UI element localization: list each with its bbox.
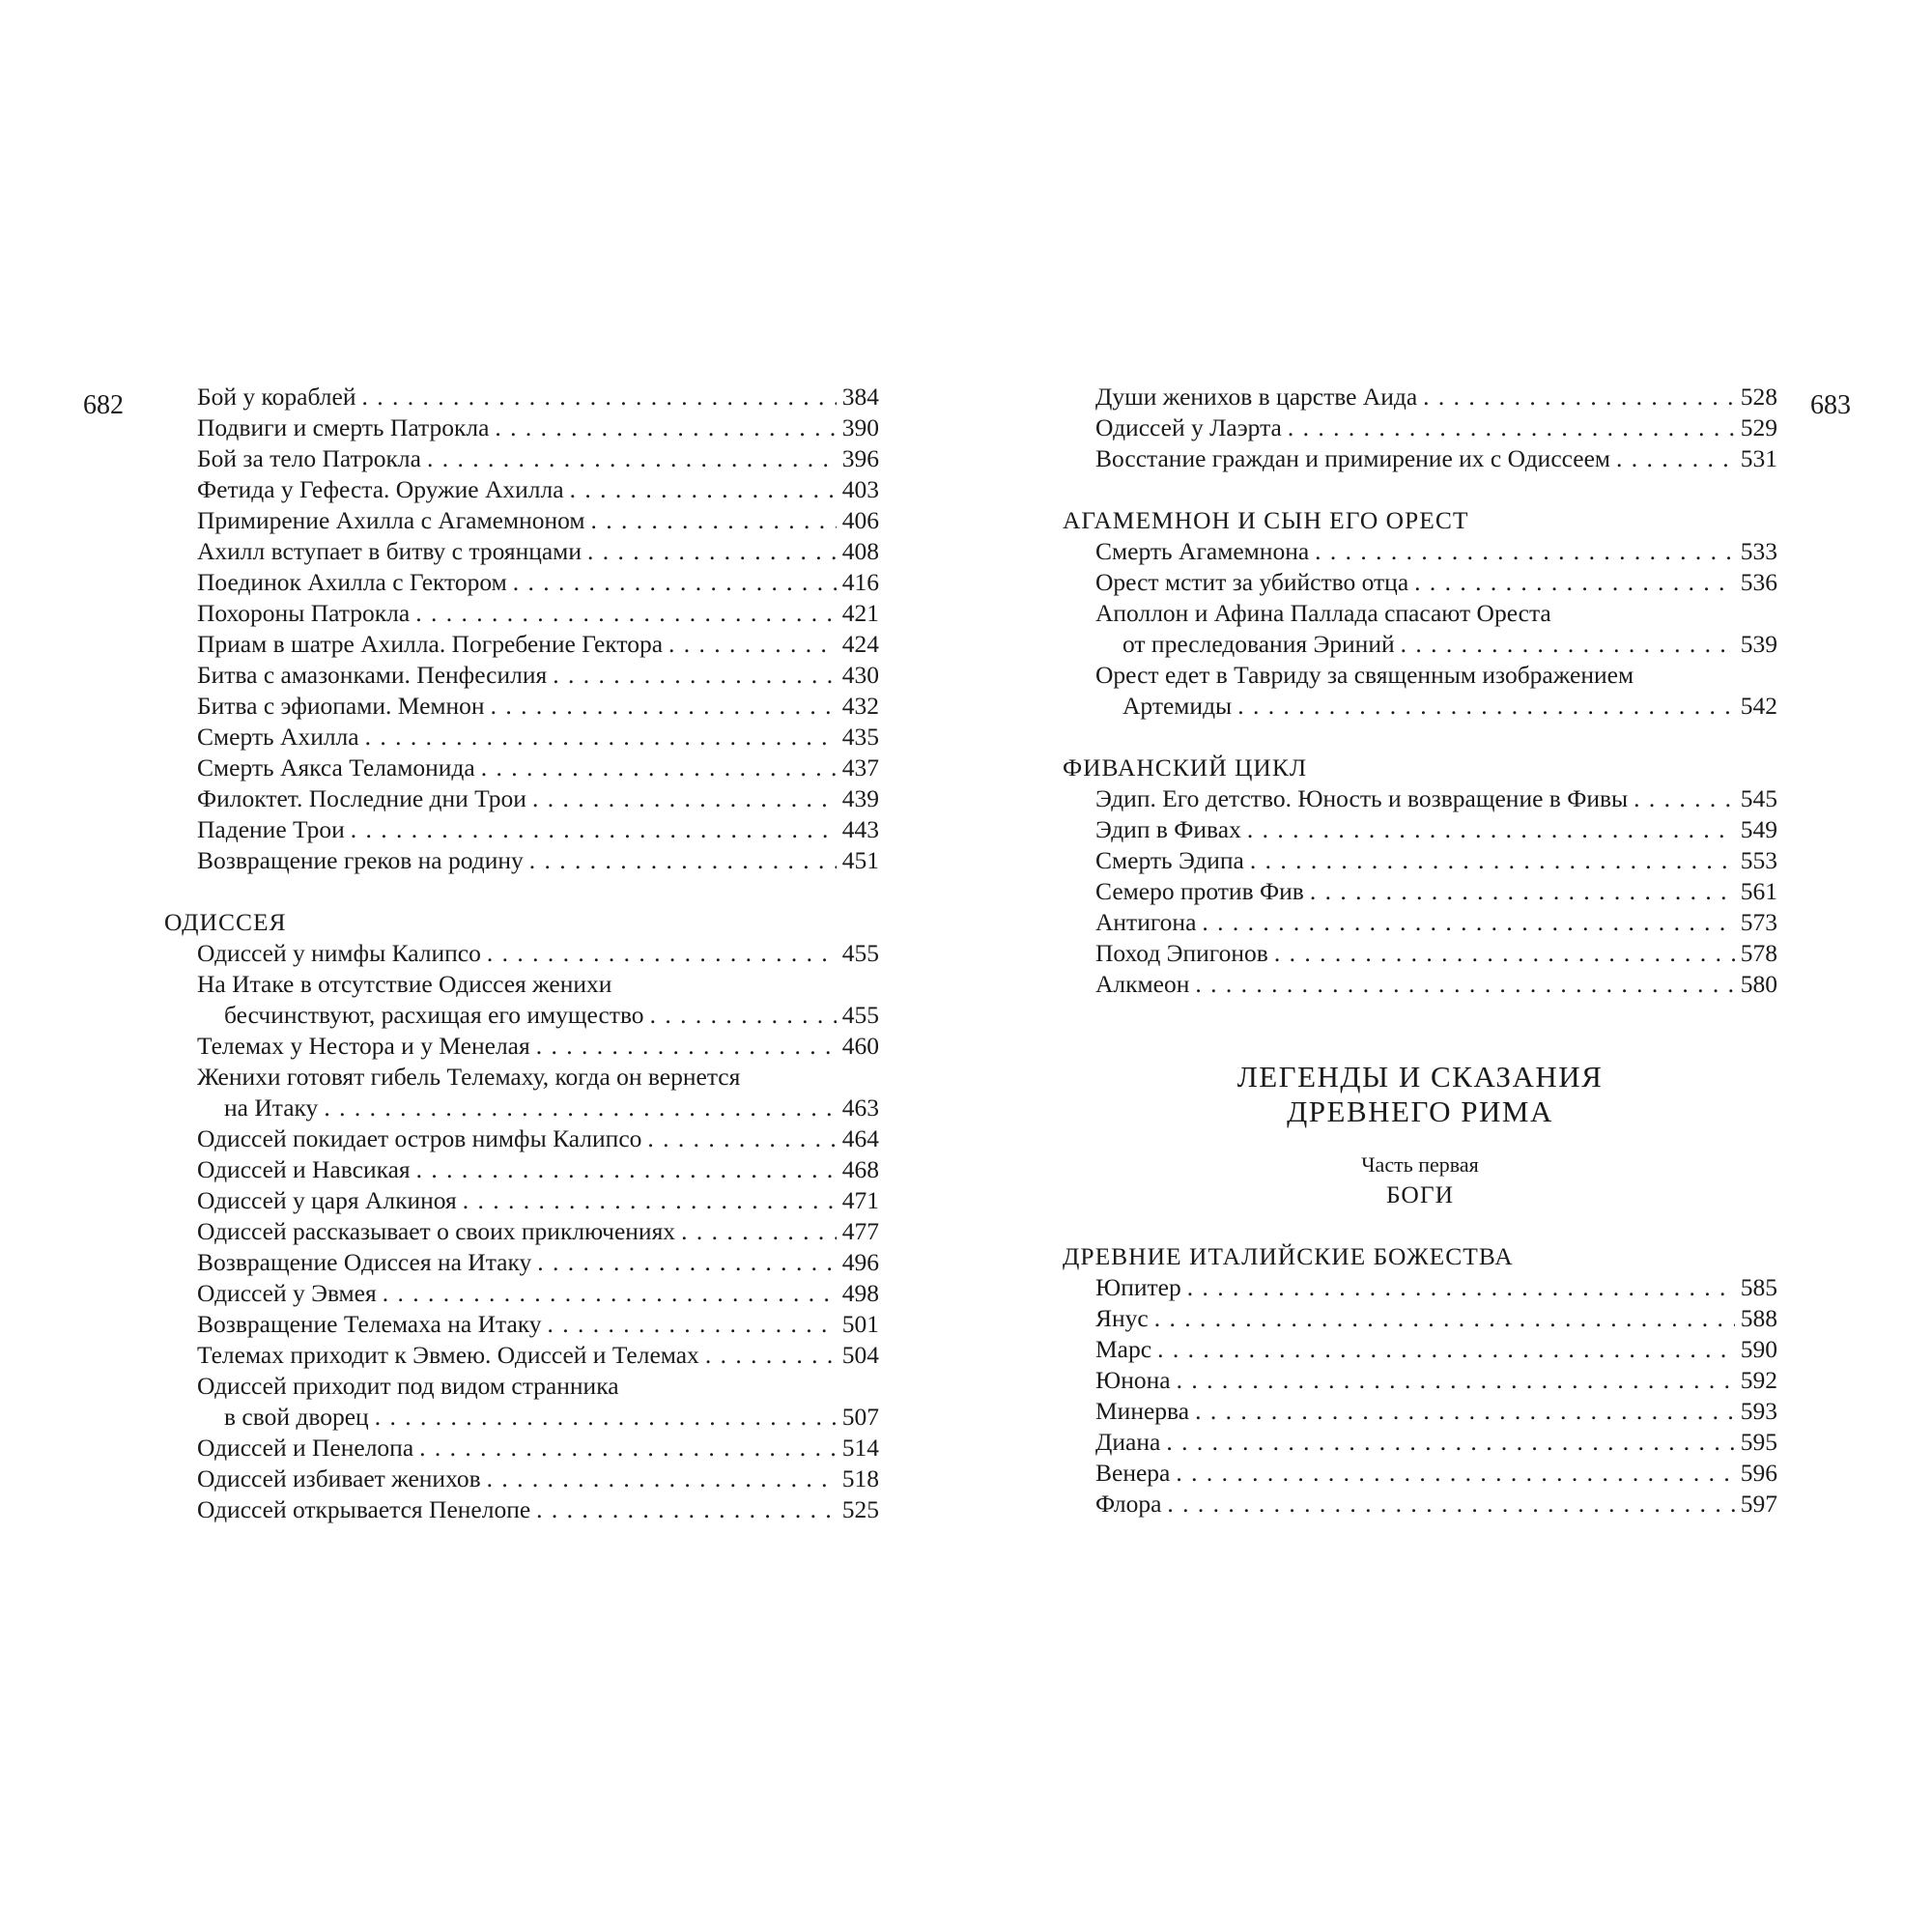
toc-entry-title: Одиссей покидает остров нимфы Калипсо — [197, 1124, 642, 1152]
toc-entry[interactable] — [164, 938, 879, 969]
toc-entry-title: Одиссей и Навсикая — [197, 1155, 411, 1183]
toc-entry-title: Юнона — [1095, 1366, 1171, 1394]
dot-leader — [570, 474, 837, 505]
part-label: Часть первая — [1361, 1152, 1479, 1177]
toc-entry-page: 553 — [1740, 846, 1777, 874]
toc-entry[interactable] — [164, 412, 879, 443]
dot-leader — [668, 629, 837, 660]
toc-entry-title: Антигона — [1095, 908, 1197, 936]
toc-entry-page: 504 — [841, 1341, 879, 1369]
dot-leader — [324, 1093, 836, 1123]
toc-entry[interactable] — [164, 660, 879, 691]
toc-entry-page: 573 — [1740, 908, 1777, 936]
toc-entry-title: Бой у кораблей — [197, 383, 356, 411]
toc-entry-page: 396 — [841, 444, 879, 472]
toc-entry-page: 424 — [841, 630, 879, 658]
toc-entry-page: 595 — [1740, 1428, 1777, 1456]
dot-leader — [548, 1309, 837, 1340]
toc-entry-page: 390 — [841, 413, 879, 441]
toc-entry[interactable] — [1063, 907, 1777, 938]
toc-entry-page: 518 — [841, 1464, 879, 1492]
dot-leader — [1176, 1458, 1734, 1489]
dot-leader — [513, 567, 837, 598]
dot-leader — [463, 1185, 837, 1216]
dot-leader — [1157, 1334, 1735, 1365]
dot-leader — [537, 1247, 836, 1278]
toc-entry-title-line: Орест едет в Тавриду за священным изображением — [1095, 661, 1634, 689]
toc-entry-page: 580 — [1740, 970, 1777, 998]
toc-entry-page: 408 — [841, 537, 879, 565]
toc-entry-page: 403 — [841, 475, 879, 503]
toc-entry-title: Одиссей избивает женихов — [197, 1464, 481, 1492]
toc-entry-title: Падение Трои — [197, 815, 345, 843]
toc-list-odyssey — [164, 938, 879, 1525]
dot-leader — [681, 1216, 837, 1247]
toc-entry[interactable] — [1063, 1427, 1777, 1458]
toc-entry[interactable] — [164, 1402, 879, 1433]
toc-entry-page: 597 — [1740, 1490, 1777, 1518]
dot-leader — [1167, 1489, 1734, 1520]
toc-entry-page: 593 — [1740, 1397, 1777, 1425]
toc-entry-page: 578 — [1740, 939, 1777, 967]
toc-entry[interactable] — [164, 1093, 879, 1123]
dot-leader — [375, 1402, 837, 1433]
toc-entry[interactable] — [164, 783, 879, 814]
toc-entry-page: 455 — [841, 1001, 879, 1029]
toc-entry-title: Венера — [1095, 1459, 1171, 1487]
dot-leader — [1288, 412, 1735, 443]
dot-leader — [1187, 1272, 1735, 1303]
dot-leader — [1177, 1365, 1735, 1396]
toc-entry-title: Бой за тело Патрокла — [197, 444, 421, 472]
toc-entry-title-line: На Итаке в отсутствие Одиссея женихи — [197, 970, 612, 998]
toc-entry[interactable] — [1063, 814, 1777, 845]
toc-entry-page: 468 — [841, 1155, 879, 1183]
toc-entry-title: Битва с эфиопами. Мемнон — [197, 692, 485, 720]
dot-leader — [529, 845, 837, 876]
toc-entry-page: 501 — [841, 1310, 879, 1338]
toc-entry-title: Смерть Агамемнона — [1095, 537, 1310, 565]
toc-entry-page: 443 — [841, 815, 879, 843]
toc-entry[interactable] — [1063, 1489, 1777, 1520]
toc-entry-page: 549 — [1740, 815, 1777, 843]
toc-entry-title: Подвиги и смерть Патрокла — [197, 413, 490, 441]
toc-entry[interactable] — [164, 1278, 879, 1309]
dot-leader — [553, 660, 837, 691]
toc-entry-title: в свой дворец — [224, 1403, 369, 1431]
toc-entry[interactable] — [1063, 382, 1777, 412]
toc-entry[interactable] — [1063, 1396, 1777, 1427]
dot-leader — [1202, 907, 1734, 938]
toc-entry[interactable] — [164, 382, 879, 412]
toc-entry[interactable] — [164, 1216, 879, 1247]
dot-leader — [1247, 814, 1735, 845]
toc-entry[interactable] — [164, 1247, 879, 1278]
toc-entry[interactable] — [1063, 1303, 1777, 1334]
toc-entry-title: Смерть Эдипа — [1095, 846, 1244, 874]
dot-leader — [1154, 1303, 1735, 1334]
dot-leader — [415, 598, 837, 629]
toc-entry[interactable] — [164, 845, 879, 876]
toc-entry-title-line: Аполлон и Афина Паллада спасают Ореста — [1095, 599, 1551, 627]
toc-entry-title: Одиссей рассказывает о своих приключениях — [197, 1217, 676, 1245]
dot-leader — [419, 1433, 837, 1463]
toc-entry[interactable] — [164, 567, 879, 598]
dot-leader — [495, 412, 836, 443]
toc-entry-page: 525 — [841, 1495, 879, 1523]
toc-entry[interactable] — [164, 1340, 879, 1371]
toc-entry-title: Поединок Ахилла с Гектором — [197, 568, 507, 596]
page-number-left: 682 — [83, 390, 124, 420]
toc-entry[interactable] — [164, 1031, 879, 1062]
toc-entry-page: 451 — [841, 846, 879, 874]
toc-entry-title: Одиссей у Лаэрта — [1095, 413, 1282, 441]
toc-entry[interactable] — [164, 722, 879, 753]
part-title-line-1: ЛЕГЕНДЫ И СКАЗАНИЯ — [1236, 1060, 1604, 1094]
dot-leader — [1274, 938, 1735, 969]
toc-entry-title: Похороны Патрокла — [197, 599, 411, 627]
dot-leader — [383, 1278, 837, 1309]
toc-entry-page: 528 — [1740, 383, 1777, 411]
toc-entry-title: Телемах приходит к Эвмею. Одиссей и Телемах — [197, 1341, 699, 1369]
toc-entry-page: 421 — [841, 599, 879, 627]
page-number-right: 683 — [1810, 390, 1851, 420]
toc-entry-page: 464 — [841, 1124, 879, 1152]
dot-leader — [487, 1463, 837, 1494]
toc-entry-title: Эдип. Его детство. Юность и возвращение в Фивы — [1095, 784, 1629, 812]
toc-entry-page: 430 — [841, 661, 879, 689]
toc-entry[interactable] — [1063, 1272, 1777, 1303]
toc-entry-title: Одиссей открывается Пенелопе — [197, 1495, 531, 1523]
toc-entry-title: Одиссей у царя Алкиноя — [197, 1186, 457, 1214]
toc-entry-title: Одиссей у нимфы Калипсо — [197, 939, 481, 967]
toc-entry[interactable] — [1063, 969, 1777, 1000]
toc-entry-title: Возвращение Телемаха на Итаку — [197, 1310, 542, 1338]
toc-entry-page: 416 — [841, 568, 879, 596]
dot-leader — [1195, 1396, 1735, 1427]
toc-entry-title: Минерва — [1095, 1397, 1190, 1425]
dot-leader — [1237, 691, 1735, 722]
dot-leader — [650, 1000, 837, 1031]
toc-entry[interactable] — [164, 1123, 879, 1154]
toc-entry[interactable] — [164, 1000, 879, 1031]
toc-entry[interactable] — [1063, 783, 1777, 814]
toc-entry-page: 463 — [841, 1094, 879, 1122]
toc-entry-page: 533 — [1740, 537, 1777, 565]
toc-entry-title: Марс — [1095, 1335, 1152, 1363]
dot-leader — [491, 691, 837, 722]
toc-entry-title: Янус — [1095, 1304, 1149, 1332]
toc-column-right — [1063, 382, 1777, 1520]
toc-entry[interactable] — [164, 598, 879, 629]
toc-entry[interactable] — [164, 443, 879, 474]
dot-leader — [587, 536, 837, 567]
dot-leader — [487, 938, 837, 969]
toc-entry-title: Приам в шатре Ахилла. Погребение Гектора — [197, 630, 664, 658]
dot-leader — [1634, 783, 1735, 814]
dot-leader — [1250, 845, 1735, 876]
toc-entry-page: 542 — [1740, 692, 1777, 720]
toc-entry-title: Эдип в Фивах — [1095, 815, 1241, 843]
section-heading-odyssey: ОДИССЕЯ — [164, 908, 287, 936]
toc-entry-title-line: Одиссей приходит под видом странника — [197, 1372, 619, 1400]
toc-entry-page: 539 — [1740, 630, 1777, 658]
toc-entry-title: Филоктет. Последние дни Трои — [197, 784, 526, 812]
toc-entry-page: 561 — [1740, 877, 1777, 905]
toc-entry[interactable] — [1063, 691, 1777, 722]
section-heading-agamemnon: АГАМЕМНОН И СЫН ЕГО ОРЕСТ — [1063, 506, 1469, 534]
toc-entry[interactable] — [1063, 536, 1777, 567]
toc-entry[interactable] — [164, 1309, 879, 1340]
toc-entry-page: 460 — [841, 1032, 879, 1060]
toc-entry-page: 590 — [1740, 1335, 1777, 1363]
toc-entry[interactable] — [1063, 876, 1777, 907]
toc-entry-title: Флора — [1095, 1490, 1162, 1518]
toc-entry-title: Ахилл вступает в битву с троянцами — [197, 537, 582, 565]
toc-entry[interactable] — [164, 1494, 879, 1525]
toc-entry-page: 585 — [1740, 1273, 1777, 1301]
dot-leader — [1310, 876, 1735, 907]
toc-entry[interactable] — [1063, 412, 1777, 443]
dot-leader — [361, 382, 836, 412]
toc-entry-page: 536 — [1740, 568, 1777, 596]
toc-entry[interactable] — [164, 629, 879, 660]
toc-entry-title: Одиссей и Пенелопа — [197, 1434, 414, 1462]
toc-entry-title: Битва с амазонками. Пенфесилия — [197, 661, 548, 689]
toc-entry-title: Алкмеон — [1095, 970, 1190, 998]
toc-entry-title: Семеро против Фив — [1095, 877, 1304, 905]
toc-entry[interactable] — [164, 753, 879, 783]
toc-entry-page: 437 — [841, 753, 879, 781]
dot-leader — [1166, 1427, 1734, 1458]
toc-entry-title: Юпитер — [1095, 1273, 1181, 1301]
toc-entry-title: Возвращение греков на родину — [197, 846, 524, 874]
section-heading-italic-deities: ДРЕВНИЕ ИТАЛИЙСКИЕ БОЖЕСТВА — [1063, 1242, 1514, 1270]
dot-leader — [536, 1031, 837, 1062]
toc-entry-title: Возвращение Одиссея на Итаку — [197, 1248, 532, 1276]
toc-entry-page: 529 — [1740, 413, 1777, 441]
dot-leader — [1616, 443, 1735, 474]
toc-entry-title: Диана — [1095, 1428, 1161, 1456]
toc-entry-title: Смерть Ахилла — [197, 723, 359, 751]
toc-list-agamemnon — [1063, 536, 1777, 722]
toc-entry[interactable] — [1063, 629, 1777, 660]
toc-entry[interactable] — [1063, 938, 1777, 969]
toc-entry-page: 439 — [841, 784, 879, 812]
toc-entry[interactable] — [1063, 567, 1777, 598]
toc-entry-title: от преследования Эриний — [1122, 630, 1395, 658]
toc-entry-title: на Итаку — [224, 1094, 319, 1122]
toc-entry-page: 498 — [841, 1279, 879, 1307]
toc-entry[interactable] — [164, 814, 879, 845]
dot-leader — [705, 1340, 837, 1371]
dot-leader — [1414, 567, 1735, 598]
toc-list-odyssey-end — [1063, 382, 1777, 474]
dot-leader — [1315, 536, 1735, 567]
toc-entry-page: 507 — [841, 1403, 879, 1431]
part-name: БОГИ — [1385, 1180, 1455, 1208]
toc-entry-page: 432 — [841, 692, 879, 720]
toc-entry-page: 435 — [841, 723, 879, 751]
toc-entry-title: Артемиды — [1122, 692, 1233, 720]
dot-leader — [591, 505, 837, 536]
dot-leader — [427, 443, 837, 474]
toc-entry-title: Поход Эпигонов — [1095, 939, 1268, 967]
toc-entry-title: Фетида у Гефеста. Оружие Ахилла — [197, 475, 564, 503]
toc-entry-title: Одиссей у Эвмея — [197, 1279, 377, 1307]
toc-entry[interactable] — [164, 1433, 879, 1463]
toc-entry[interactable] — [164, 1463, 879, 1494]
toc-entry[interactable] — [1063, 1458, 1777, 1489]
toc-list-theban-cycle — [1063, 783, 1777, 1000]
toc-entry[interactable] — [164, 1185, 879, 1216]
toc-entry-page: 514 — [841, 1434, 879, 1462]
toc-entry[interactable] — [1063, 845, 1777, 876]
toc-entry-page: 531 — [1740, 444, 1777, 472]
toc-entry[interactable] — [1063, 443, 1777, 474]
dot-leader — [1195, 969, 1734, 1000]
dot-leader — [416, 1154, 837, 1185]
dot-leader — [532, 783, 837, 814]
dot-leader — [481, 753, 837, 783]
section-heading-theban-cycle: ФИВАНСКИЙ ЦИКЛ — [1063, 753, 1308, 781]
toc-entry-page: 592 — [1740, 1366, 1777, 1394]
toc-entry-page: 545 — [1740, 784, 1777, 812]
toc-entry-title-line: Женихи готовят гибель Телемаху, когда он вернется — [197, 1063, 741, 1091]
toc-entry[interactable] — [164, 1154, 879, 1185]
toc-entry-title: Восстание граждан и примирение их с Одиссеем — [1095, 444, 1611, 472]
toc-entry-title: Орест мстит за убийство отца — [1095, 568, 1409, 596]
toc-column-left — [164, 382, 879, 1525]
toc-entry[interactable] — [164, 505, 879, 536]
toc-entry[interactable] — [1063, 1365, 1777, 1396]
toc-entry-page: 471 — [841, 1186, 879, 1214]
toc-entry-page: 455 — [841, 939, 879, 967]
toc-entry[interactable] — [1063, 1334, 1777, 1365]
toc-entry-title: Смерть Аякса Теламонида — [197, 753, 475, 781]
toc-entry-title: Телемах у Нестора и у Менелая — [197, 1032, 530, 1060]
toc-entry-page: 406 — [841, 506, 879, 534]
toc-list-iliad-continued — [164, 382, 879, 876]
toc-entry[interactable] — [164, 474, 879, 505]
toc-entry-title: Души женихов в царстве Аида — [1095, 383, 1418, 411]
toc-entry-page: 596 — [1740, 1459, 1777, 1487]
dot-leader — [351, 814, 837, 845]
toc-entry[interactable] — [164, 691, 879, 722]
part-title-line-2: ДРЕВНЕГО РИМА — [1287, 1094, 1553, 1128]
toc-entry-page: 477 — [841, 1217, 879, 1245]
toc-entry-page: 384 — [841, 383, 879, 411]
toc-entry-page: 588 — [1740, 1304, 1777, 1332]
dot-leader — [647, 1123, 836, 1154]
toc-entry-title: бесчинствуют, расхищая его имущество — [224, 1001, 644, 1029]
dot-leader — [365, 722, 837, 753]
toc-entry-page: 496 — [841, 1248, 879, 1276]
dot-leader — [1401, 629, 1735, 660]
toc-list-italic-deities — [1063, 1272, 1777, 1520]
dot-leader — [1423, 382, 1735, 412]
toc-entry-title: Примирение Ахилла с Агамемноном — [197, 506, 585, 534]
dot-leader — [536, 1494, 837, 1525]
toc-entry[interactable] — [164, 536, 879, 567]
